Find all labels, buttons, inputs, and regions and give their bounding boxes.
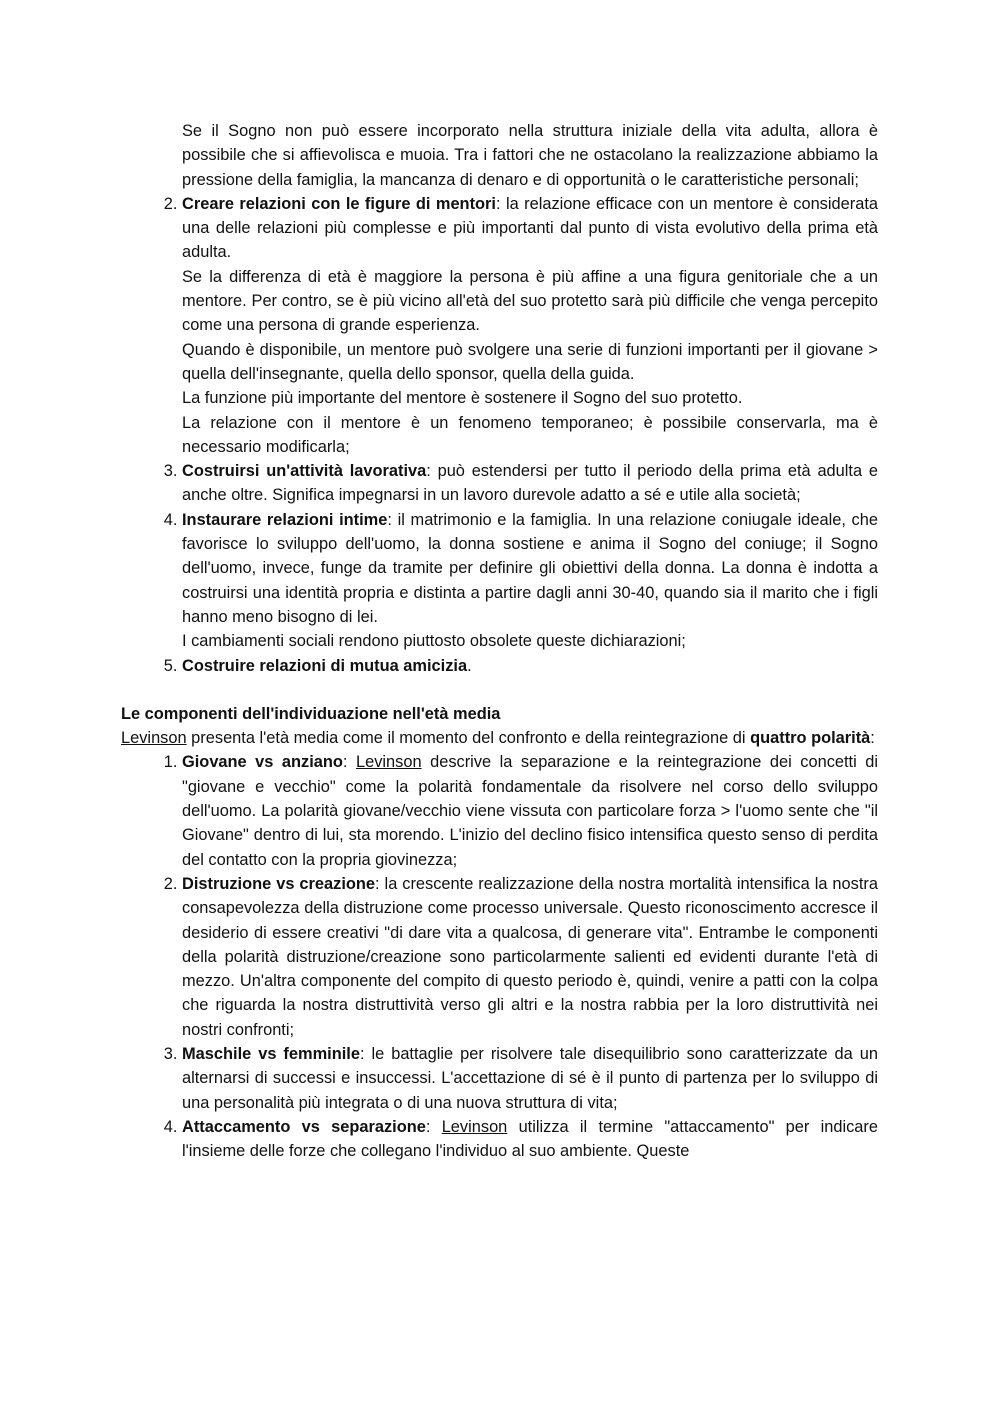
list-item-attachment-separation [182, 1115, 878, 1164]
list-item-masculine-feminine [182, 1042, 878, 1115]
section-intro [121, 726, 878, 750]
page-content [121, 119, 878, 1163]
item-text: : può estendersi per tutto il periodo della prima età adulta e anche oltre. Significa impegnarsi in un lavoro durevole adatto a sé e utile alla società; [182, 462, 878, 505]
item-text: utilizza il termine "attaccamento" per indicare l'insieme delle forze che collegano l'individuo al suo ambiente. Queste [182, 1117, 878, 1161]
item-sep: : [425, 1117, 442, 1136]
item-text: I cambiamenti sociali rendono piuttosto obsolete queste dichiarazioni; [182, 632, 686, 651]
item-text: : il matrimonio e la famiglia. In una relazione coniugale ideale, che favorisce lo sviluppo dell'uomo, la donna sostiene e anima il Sogno del coniuge; il Sogno dell'uomo, invece, funge da tramite per definire gli obiettivi della donna. La donna è indotta a costruirsi una identità propria e distinta a partire dagli anni 30-40, quando sia il marito che i figli hanno meno bisogno di lei. [182, 510, 878, 626]
item-text: descrive la separazione e la reintegrazione dei concetti di "giovane e vecchio" come la polarità fondamentale da risolvere nel corso dello sviluppo dell'uomo. La polarità giovane/vecchio viene vissuta con particolare forza > l'uomo sente che "il Giovane" dentro di lui, sta morendo. L'inizio del declino fisico intensifica questo senso di perdita del contatto con la propria giovinezza; [182, 753, 879, 869]
item-title: Costruire relazioni di mutua amicizia [182, 656, 468, 675]
first-age-tasks-list [121, 192, 878, 678]
item-text: : la crescente realizzazione della nostra mortalità intensifica la nostra consapevolezza della distruzione come processo universale. Questo riconoscimento accresce il desiderio di essere creativi "di dare vita a qualcosa, di generare vita". Entrambe le componenti della polarità distruzione/creazione sono particolarmente salienti ed evidenti durante l'età di mezzo. Un'altra componente del compito di questo periodo è, quindi, venire a patti con la colpa che riguarda la nostra distruttività verso gli altri e la nostra rabbia per la loro distruttività nei nostri confronti; [182, 874, 878, 1039]
item-text: Quando è disponibile, un mentore può svolgere una serie di funzioni importanti per il giovane > quella dell'insegnante, quella dello sponsor, quella della guida. [182, 340, 878, 383]
item-title: Attaccamento vs separazione [182, 1117, 426, 1136]
intro-end: : [870, 729, 875, 748]
spacer [121, 678, 878, 702]
levinson-link[interactable]: Levinson [121, 729, 187, 748]
item-title: Distruzione vs creazione [182, 874, 376, 893]
item-title: Giovane vs anziano [182, 753, 343, 772]
item-sep: : [342, 753, 356, 772]
list-item-destruction-creation [182, 872, 878, 1042]
polarities-list [121, 750, 878, 1163]
list-item-work [182, 459, 878, 508]
item-title: Instaurare relazioni intime [182, 510, 388, 529]
section-heading: Le componenti dell'individuazione nell'età media [121, 704, 501, 723]
item-text: La relazione con il mentore è un fenomeno temporaneo; è possibile conservarla, ma è necessario modificarla; [182, 413, 878, 456]
item-text: : la relazione efficace con un mentore è considerata una delle relazioni più complesse e più importanti dal punto di vista evolutivo della prima età adulta. [182, 194, 878, 262]
list-item-friendship [182, 654, 878, 678]
item-title: Creare relazioni con le figure di mentori [182, 194, 496, 213]
levinson-link[interactable]: Levinson [355, 753, 422, 772]
intro-text: presenta l'età media come il momento del confronto e della reintegrazione di [186, 729, 751, 748]
item-title: Maschile vs femminile [182, 1044, 360, 1063]
item-title: Costruirsi un'attività lavorativa [182, 462, 427, 481]
item-text: La funzione più importante del mentore è sostenere il Sogno del suo protetto. [182, 389, 743, 408]
list-item-young-old [182, 750, 878, 871]
intro-bold: quattro polarità [750, 729, 871, 748]
item-text: Se la differenza di età è maggiore la persona è più affine a una figura genitoriale che a un mentore. Per contro, se è più vicino all'età del suo protetto sarà più difficile che venga percepito come una persona di grande esperienza. [182, 267, 878, 335]
list-item-intimate [182, 508, 878, 654]
dream-paragraph: Se il Sogno non può essere incorporato nella struttura iniziale della vita adulta, allora è possibile che si affievolisca e muoia. Tra i fattori che ne ostacolano la realizzazione abbiamo la pressione della famiglia, la mancanza di denaro e di opportunità o le caratteristiche personali; [182, 122, 878, 189]
list-item-mentors [182, 192, 878, 459]
levinson-link[interactable]: Levinson [441, 1117, 508, 1136]
item-text: : le battaglie per risolvere tale disequilibrio sono caratterizzate da un alternarsi di successi e insuccessi. L'accettazione di sé è il punto di partenza per lo sviluppo di una personalità più integrata o di una nuova struttura di vita; [182, 1044, 878, 1112]
item-text: . [467, 656, 472, 675]
